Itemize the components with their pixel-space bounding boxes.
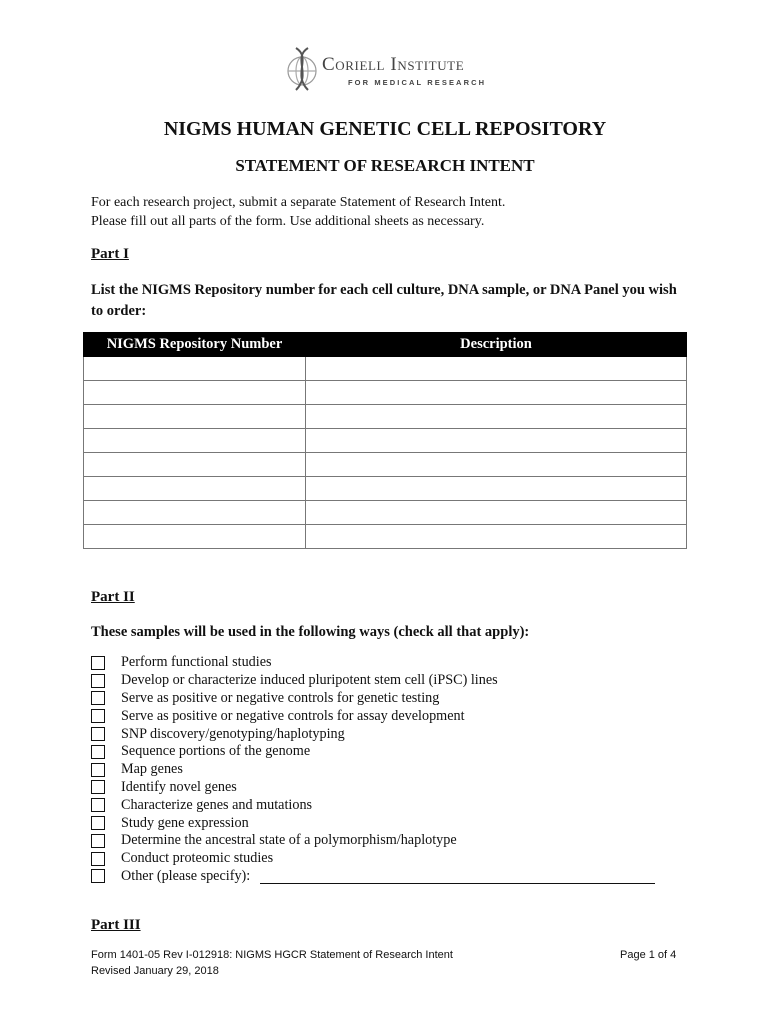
list-item <box>91 761 655 779</box>
other-specify-field[interactable] <box>260 869 655 884</box>
repository-number-cell[interactable] <box>84 429 306 453</box>
table-row <box>84 525 687 549</box>
description-cell[interactable] <box>306 525 687 549</box>
list-item <box>91 796 655 814</box>
option-label: Perform functional studies <box>121 654 272 671</box>
list-item <box>91 832 655 850</box>
table-row <box>84 381 687 405</box>
repository-number-cell[interactable] <box>84 501 306 525</box>
option-label: Study gene expression <box>121 814 249 831</box>
checkbox[interactable] <box>91 798 105 812</box>
checkbox[interactable] <box>91 727 105 741</box>
repository-number-cell[interactable] <box>84 381 306 405</box>
checkbox[interactable] <box>91 852 105 866</box>
list-item <box>91 654 655 672</box>
part-3-heading: Part III <box>91 917 141 933</box>
logo-name: Coriell Institute <box>322 54 465 75</box>
option-label: Sequence portions of the genome <box>121 743 311 760</box>
list-item <box>91 779 655 797</box>
list-item <box>91 690 655 708</box>
description-cell[interactable] <box>306 501 687 525</box>
footer-page-number: Page 1 of 4 <box>620 949 677 961</box>
checkbox[interactable] <box>91 745 105 759</box>
option-label: Conduct proteomic studies <box>121 850 274 867</box>
checkbox[interactable] <box>91 869 105 883</box>
table-row <box>84 429 687 453</box>
table-row <box>84 357 687 381</box>
table-header-row <box>84 333 687 357</box>
checkbox[interactable] <box>91 674 105 688</box>
page-title: NIGMS HUMAN GENETIC CELL REPOSITORY <box>163 118 607 140</box>
repository-number-cell[interactable] <box>84 405 306 429</box>
checkbox[interactable] <box>91 816 105 830</box>
repository-number-cell[interactable] <box>84 477 306 501</box>
option-label: Serve as positive or negative controls for genetic testing <box>121 689 440 706</box>
list-item <box>91 725 655 743</box>
option-label: Develop or characterize induced pluripotent stem cell (iPSC) lines <box>121 672 498 689</box>
checkbox[interactable] <box>91 709 105 723</box>
checkbox[interactable] <box>91 691 105 705</box>
description-cell[interactable] <box>306 429 687 453</box>
list-item <box>91 672 655 690</box>
list-item <box>91 868 655 886</box>
option-label: Determine the ancestral state of a polymorphism/haplotype <box>121 832 457 849</box>
footer-revised-date: Revised January 29, 2018 <box>91 965 219 977</box>
usage-checklist <box>91 654 655 885</box>
option-label: Identify novel genes <box>121 778 237 795</box>
intro-line-2: Please fill out all parts of the form. Use additional sheets as necessary. <box>91 214 485 229</box>
footer-form-id: Form 1401-05 Rev I-012918: NIGMS HGCR Statement of Research Intent <box>91 949 453 961</box>
table-row <box>84 477 687 501</box>
repository-number-cell[interactable] <box>84 525 306 549</box>
option-label: Other (please specify): <box>121 867 251 884</box>
checkbox[interactable] <box>91 763 105 777</box>
table-row <box>84 501 687 525</box>
part-1-heading: Part I <box>91 246 129 262</box>
description-cell[interactable] <box>306 381 687 405</box>
footer-form-info <box>91 947 453 979</box>
checkbox[interactable] <box>91 656 105 670</box>
dna-helix-globe-icon <box>288 48 316 90</box>
table-row <box>84 453 687 477</box>
checkbox[interactable] <box>91 780 105 794</box>
list-item <box>91 707 655 725</box>
table-row <box>84 405 687 429</box>
repository-number-cell[interactable] <box>84 453 306 477</box>
part-1-instruction: List the NIGMS Repository number for each cell culture, DNA sample, or DNA Panel you wish to order: <box>91 282 677 319</box>
header-description: Description <box>306 333 687 357</box>
checkbox[interactable] <box>91 834 105 848</box>
option-label: Serve as positive or negative controls for assay development <box>121 707 465 724</box>
description-cell[interactable] <box>306 405 687 429</box>
option-label: Characterize genes and mutations <box>121 796 313 813</box>
logo-subtitle: FOR MEDICAL RESEARCH <box>348 78 487 87</box>
option-label: SNP discovery/genotyping/haplotyping <box>121 725 345 742</box>
list-item <box>91 814 655 832</box>
description-cell[interactable] <box>306 453 687 477</box>
intro-text <box>91 193 505 231</box>
part-2-instruction: These samples will be used in the following ways (check all that apply): <box>91 624 530 640</box>
page-subtitle: STATEMENT OF RESEARCH INTENT <box>235 156 535 175</box>
option-label: Map genes <box>121 761 183 778</box>
intro-line-1: For each research project, submit a separate Statement of Research Intent. <box>91 195 506 210</box>
list-item <box>91 850 655 868</box>
repository-table <box>83 332 687 549</box>
description-cell[interactable] <box>306 357 687 381</box>
description-cell[interactable] <box>306 477 687 501</box>
list-item <box>91 743 655 761</box>
part-2-heading: Part II <box>91 589 135 605</box>
header-repository-number: NIGMS Repository Number <box>84 333 306 357</box>
repository-number-cell[interactable] <box>84 357 306 381</box>
